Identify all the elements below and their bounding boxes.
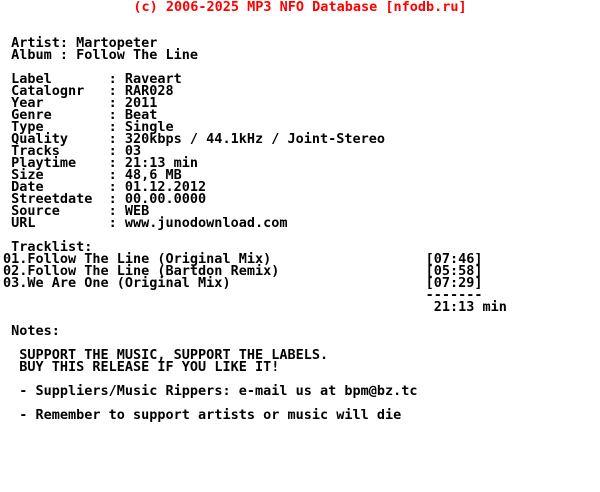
field-value: 2011	[124, 95, 158, 111]
field-colon: :	[108, 107, 117, 123]
spacer	[0, 13, 600, 37]
field-value: 00.00.0000	[124, 191, 207, 207]
field-label: URL	[11, 215, 36, 231]
field-colon: :	[108, 95, 117, 111]
note-line	[0, 385, 600, 397]
artist-value: Martopeter	[76, 35, 158, 51]
note-text: BUY THIS RELEASE IF YOU LIKE IT!	[19, 359, 280, 375]
metadata-row	[0, 217, 600, 229]
field-colon: :	[108, 143, 117, 159]
track-number: 02.	[3, 263, 28, 279]
field-colon: :	[108, 167, 117, 183]
field-value: www.junodownload.com	[124, 215, 288, 231]
tracklist-title: Tracklist:	[11, 239, 93, 255]
field-colon: :	[108, 131, 117, 147]
metadata-row	[0, 133, 600, 145]
metadata-row	[0, 205, 600, 217]
field-label: Date	[11, 179, 44, 195]
track-time: [05:58]	[425, 263, 483, 279]
tracklist-total-separator-row	[0, 289, 600, 301]
field-value: WEB	[124, 203, 150, 219]
notes-section-title-row	[0, 325, 600, 337]
metadata-row	[0, 73, 600, 85]
field-colon: :	[108, 179, 117, 195]
album-value: Follow The Line	[76, 47, 199, 63]
album-label: Album :	[11, 47, 69, 63]
field-value: Beat	[124, 107, 158, 123]
note-text: - Suppliers/Music Rippers: e-mail us at bpm@bz.tc	[19, 383, 418, 399]
field-value: 03	[124, 143, 142, 159]
track-title: We Are One (Original Mix)	[27, 275, 231, 291]
field-label: Type	[11, 119, 44, 135]
field-colon: :	[108, 155, 117, 171]
metadata-row	[0, 145, 600, 157]
field-label: Label	[11, 71, 52, 87]
field-label: Genre	[11, 107, 52, 123]
album-row	[0, 49, 600, 61]
track-number: 01.	[3, 251, 28, 267]
field-label: Tracks	[11, 143, 60, 159]
field-label: Streetdate	[11, 191, 93, 207]
field-label: Year	[11, 95, 44, 111]
track-row	[0, 277, 600, 289]
db-copyright-header: (c) 2006-2025 MP3 NFO Database [nfodb.ru]	[133, 0, 467, 15]
metadata-row	[0, 169, 600, 181]
metadata-row	[0, 85, 600, 97]
field-colon: :	[108, 83, 117, 99]
note-line	[0, 409, 600, 421]
field-label: Playtime	[11, 155, 77, 171]
field-label: Source	[11, 203, 60, 219]
tracklist-total-separator: -------	[425, 287, 483, 303]
spacer	[0, 313, 600, 325]
track-time: [07:46]	[425, 251, 483, 267]
metadata-row	[0, 193, 600, 205]
note-text: SUPPORT THE MUSIC, SUPPORT THE LABELS.	[19, 347, 329, 363]
field-colon: :	[108, 215, 117, 231]
field-value: Raveart	[124, 71, 182, 87]
artist-label: Artist:	[11, 35, 69, 51]
field-label: Catalognr	[11, 83, 85, 99]
field-colon: :	[108, 191, 117, 207]
notes-title: Notes:	[11, 323, 60, 339]
track-number: 03.	[3, 275, 28, 291]
metadata-section	[0, 73, 600, 229]
field-colon: :	[108, 203, 117, 219]
track-title: Follow The Line (Bartdon Remix)	[27, 263, 280, 279]
field-value: 48,6 MB	[124, 167, 182, 183]
field-value: 01.12.2012	[124, 179, 207, 195]
field-value: 21:13 min	[124, 155, 199, 171]
metadata-row	[0, 109, 600, 121]
field-label: Quality	[11, 131, 69, 147]
field-value: 320kbps / 44.1kHz / Joint-Stereo	[124, 131, 385, 147]
field-colon: :	[108, 71, 117, 87]
tracklist-total-row	[0, 301, 600, 313]
note-text: - Remember to support artists or music will die	[19, 407, 402, 423]
metadata-row	[0, 97, 600, 109]
tracklist-section	[0, 253, 600, 289]
track-time: [07:29]	[425, 275, 483, 291]
track-title: Follow The Line (Original Mix)	[27, 251, 272, 267]
note-line	[0, 361, 600, 373]
field-label: Size	[11, 167, 44, 183]
field-value: RAR028	[124, 83, 174, 99]
field-colon: :	[108, 119, 117, 135]
tracklist-total-time: 21:13 min	[433, 299, 507, 315]
field-value: Single	[124, 119, 174, 135]
metadata-row	[0, 157, 600, 169]
